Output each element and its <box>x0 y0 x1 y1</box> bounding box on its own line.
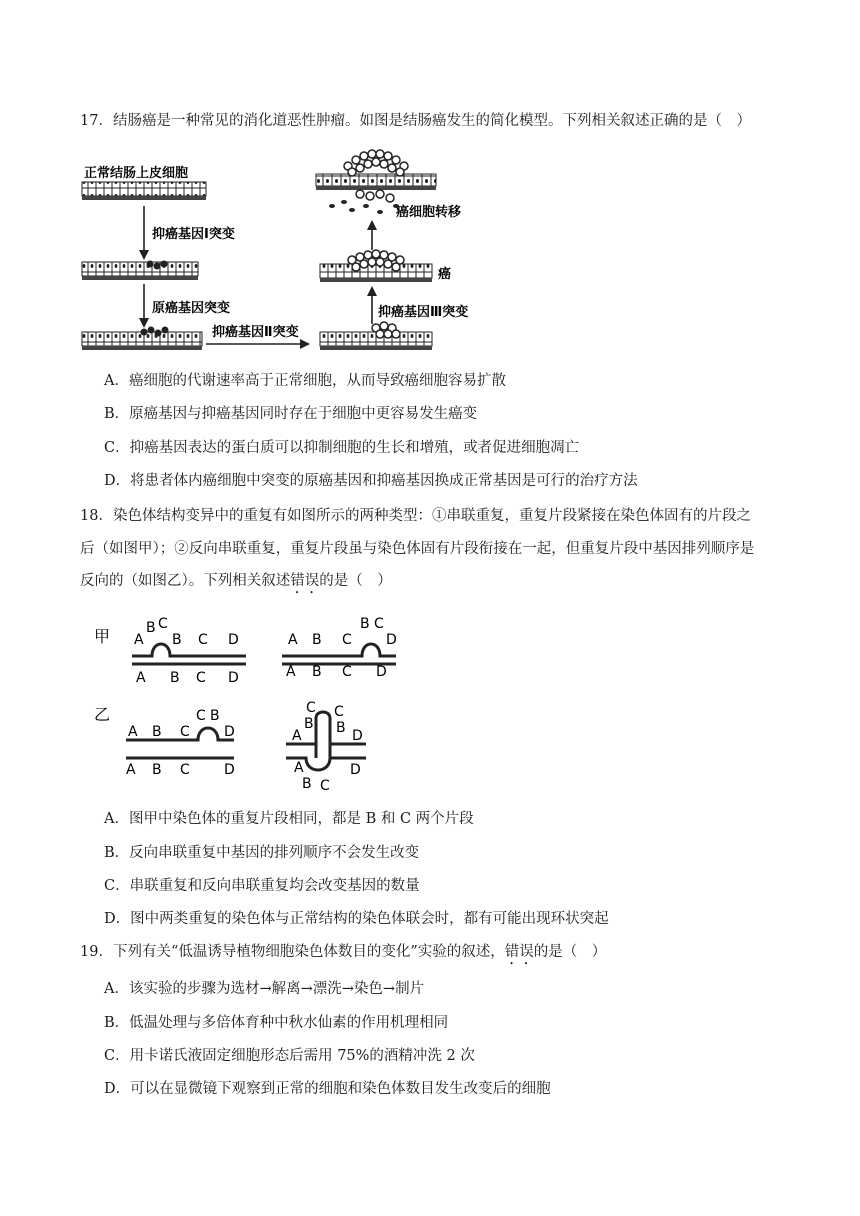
svg-text:C: C <box>334 704 344 720</box>
svg-text:B: B <box>304 716 314 732</box>
svg-text:C: C <box>196 708 206 724</box>
svg-text:B: B <box>210 708 220 724</box>
svg-text:C: C <box>180 762 190 778</box>
q18-stem-line3: 反向的（如图乙）。下列相关叙述错误的是（ ） <box>80 573 392 589</box>
q19-option-d: D．可以在显微镜下观察到正常的细胞和染色体数目发生改变后的细胞 <box>104 1081 551 1097</box>
svg-text:A: A <box>286 664 296 680</box>
q18-stem-line2: 后（如图甲）；②反向串联重复，重复片段虽与染色体固有片段衔接在一起，但重复片段中基因排列顺序是 <box>80 541 755 557</box>
q18-stem-line1: 18．染色体结构变异中的重复有如图所示的两种类型：①串联重复，重复片段紧接在染色体固有的片段之 <box>80 508 751 524</box>
svg-text:D: D <box>386 632 397 648</box>
svg-text:C: C <box>320 778 330 794</box>
step4-label: 抑癌基因Ⅲ突变 <box>378 305 469 320</box>
cancer-label: 癌 <box>438 267 452 282</box>
step2-label: 原癌基因突变 <box>152 301 231 316</box>
arrow-up-icon <box>367 286 377 296</box>
svg-text:B: B <box>312 664 322 680</box>
normal-epithelium <box>82 182 206 196</box>
step3-label: 抑癌基因Ⅱ突变 <box>212 325 299 340</box>
svg-text:B: B <box>170 670 180 686</box>
arrow-down-icon <box>139 318 149 328</box>
svg-text:C: C <box>342 664 352 680</box>
q19-option-a: A．该实验的步骤为选材→解离→漂洗→染色→制片 <box>104 981 425 997</box>
metastasis-label: 癌细胞转移 <box>396 205 462 220</box>
arrow-right-icon <box>300 339 310 349</box>
svg-text:D: D <box>228 670 239 686</box>
svg-text:D: D <box>350 762 361 778</box>
q19-stem: 19．下列有关“低温诱导植物细胞染色体数目的变化”实验的叙述，错误的是（ ） <box>80 944 607 960</box>
svg-text:A: A <box>292 728 302 744</box>
normal-cells-label: 正常结肠上皮细胞 <box>84 166 189 181</box>
svg-text:C: C <box>374 616 384 632</box>
svg-text:D: D <box>352 728 363 744</box>
colon-cancer-figure <box>80 146 500 360</box>
svg-text:D: D <box>228 632 239 648</box>
svg-text:B: B <box>336 720 346 736</box>
q17-stem: 17．结肠癌是一种常见的消化道恶性肿瘤。如图是结肠癌发生的简化模型。下列相关叙述正确的是（ ） <box>80 113 751 129</box>
q17-option-c: C．抑癌基因表达的蛋白质可以抑制细胞的生长和增殖，或者促进细胞凋亡 <box>104 440 580 456</box>
svg-text:C: C <box>306 700 316 716</box>
step1-label: 抑癌基因Ⅰ突变 <box>152 227 235 242</box>
svg-text:C: C <box>342 632 352 648</box>
svg-text:D: D <box>224 762 235 778</box>
svg-text:A: A <box>288 632 298 648</box>
q19-option-b: B．低温处理与多倍体育种中秋水仙素的作用机理相同 <box>104 1015 449 1031</box>
svg-text:A: A <box>134 632 144 648</box>
svg-text:D: D <box>224 724 235 740</box>
svg-text:C: C <box>158 616 168 632</box>
emphasis-wrong: 错误 <box>504 944 534 960</box>
svg-text:B: B <box>302 776 312 792</box>
emphasis-wrong: 错误 <box>290 573 320 589</box>
arrow-up-icon <box>367 220 377 230</box>
q18-option-b: B．反向串联重复中基因的排列顺序不会发生改变 <box>104 845 420 861</box>
svg-text:C: C <box>196 670 206 686</box>
svg-text:D: D <box>376 664 387 680</box>
q18-option-c: C．串联重复和反向串联重复均会改变基因的数量 <box>104 878 420 894</box>
q18-option-d: D．图中两类重复的染色体与正常结构的染色体联会时，都有可能出现环状突起 <box>104 911 609 927</box>
svg-text:B: B <box>312 632 322 648</box>
svg-text:B: B <box>146 620 156 636</box>
arrow-down-icon <box>139 250 149 260</box>
svg-text:B: B <box>152 724 162 740</box>
q17-option-d: D．将患者体内癌细胞中突变的原癌基因和抑癌基因换成正常基因是可行的治疗方法 <box>104 473 638 489</box>
svg-text:B: B <box>172 632 182 648</box>
svg-text:B: B <box>360 616 370 632</box>
q17-option-b: B．原癌基因与抑癌基因同时存在于细胞中更容易发生癌变 <box>104 406 478 422</box>
svg-text:A: A <box>294 760 304 776</box>
svg-text:A: A <box>136 670 146 686</box>
q19-option-c: C．用卡诺氏液固定细胞形态后需用 75%的酒精冲洗 2 次 <box>104 1048 475 1064</box>
svg-text:A: A <box>128 724 138 740</box>
svg-text:C: C <box>180 724 190 740</box>
chromosome-duplication-figure <box>90 612 410 796</box>
svg-text:C: C <box>198 632 208 648</box>
q18-option-a: A．图甲中染色体的重复片段相同，都是 B 和 C 两个片段 <box>104 811 474 827</box>
q17-option-a: A．癌细胞的代谢速率高于正常细胞，从而导致癌细胞容易扩散 <box>104 373 506 389</box>
figure-jia-label: 甲 <box>94 627 111 646</box>
svg-text:B: B <box>152 762 162 778</box>
figure-yi-label: 乙 <box>94 705 111 724</box>
svg-text:A: A <box>126 762 136 778</box>
